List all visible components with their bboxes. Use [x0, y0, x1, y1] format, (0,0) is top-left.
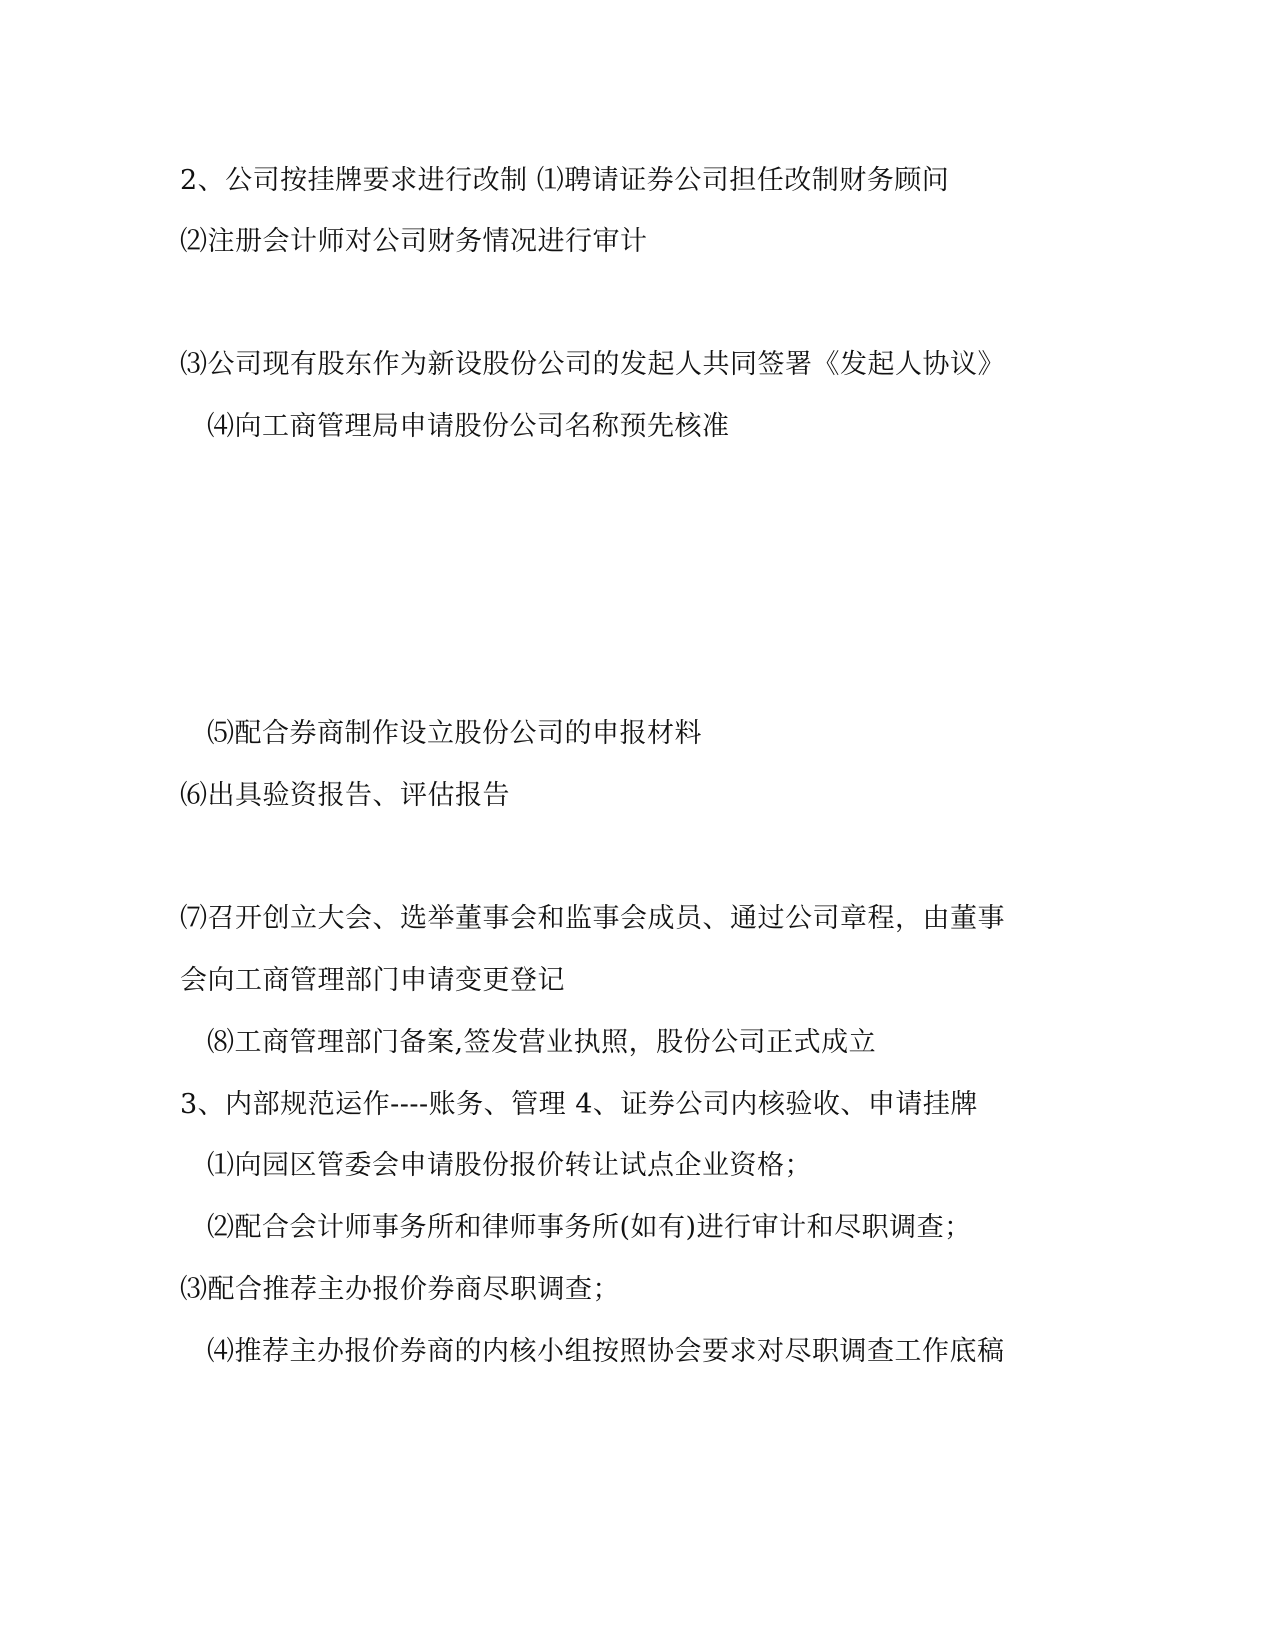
text-line-step-2-restructuring: 2、公司按挂牌要求进行改制 ⑴聘请证券公司担任改制财务顾问 [180, 165, 950, 196]
text-line-founding-meeting: ⑺召开创立大会、选举董事会和监事会成员、通过公司章程，由董事 [180, 903, 1005, 934]
text-line-name-approval: ⑷向工商管理局申请股份公司名称预先核准 [207, 411, 730, 442]
text-line-pilot-qualification: ⑴向园区管委会申请股份报价转让试点企业资格； [207, 1150, 812, 1181]
text-line-business-license: ⑻工商管理部门备案,签发营业执照，股份公司正式成立 [207, 1027, 877, 1058]
text-line-change-registration: 会向工商管理部门申请变更登记 [180, 965, 565, 996]
text-line-due-diligence: ⑵配合会计师事务所和律师事务所(如有)进行审计和尽职调查； [207, 1212, 972, 1243]
text-line-promoter-agreement: ⑶公司现有股东作为新设股份公司的发起人共同签署《发起人协议》 [180, 349, 1005, 380]
text-line-application-materials: ⑸配合券商制作设立股份公司的申报材料 [207, 718, 702, 749]
text-line-internal-review: ⑷推荐主办报价券商的内核小组按照协会要求对尽职调查工作底稿 [207, 1336, 1005, 1367]
text-line-broker-due-diligence: ⑶配合推荐主办报价券商尽职调查； [180, 1274, 620, 1305]
text-line-verification-report: ⑹出具验资报告、评估报告 [180, 780, 510, 811]
text-line-audit: ⑵注册会计师对公司财务情况进行审计 [180, 226, 648, 257]
text-line-step-3-4: 3、内部规范运作----账务、管理 4、证券公司内核验收、申请挂牌 [180, 1089, 978, 1120]
